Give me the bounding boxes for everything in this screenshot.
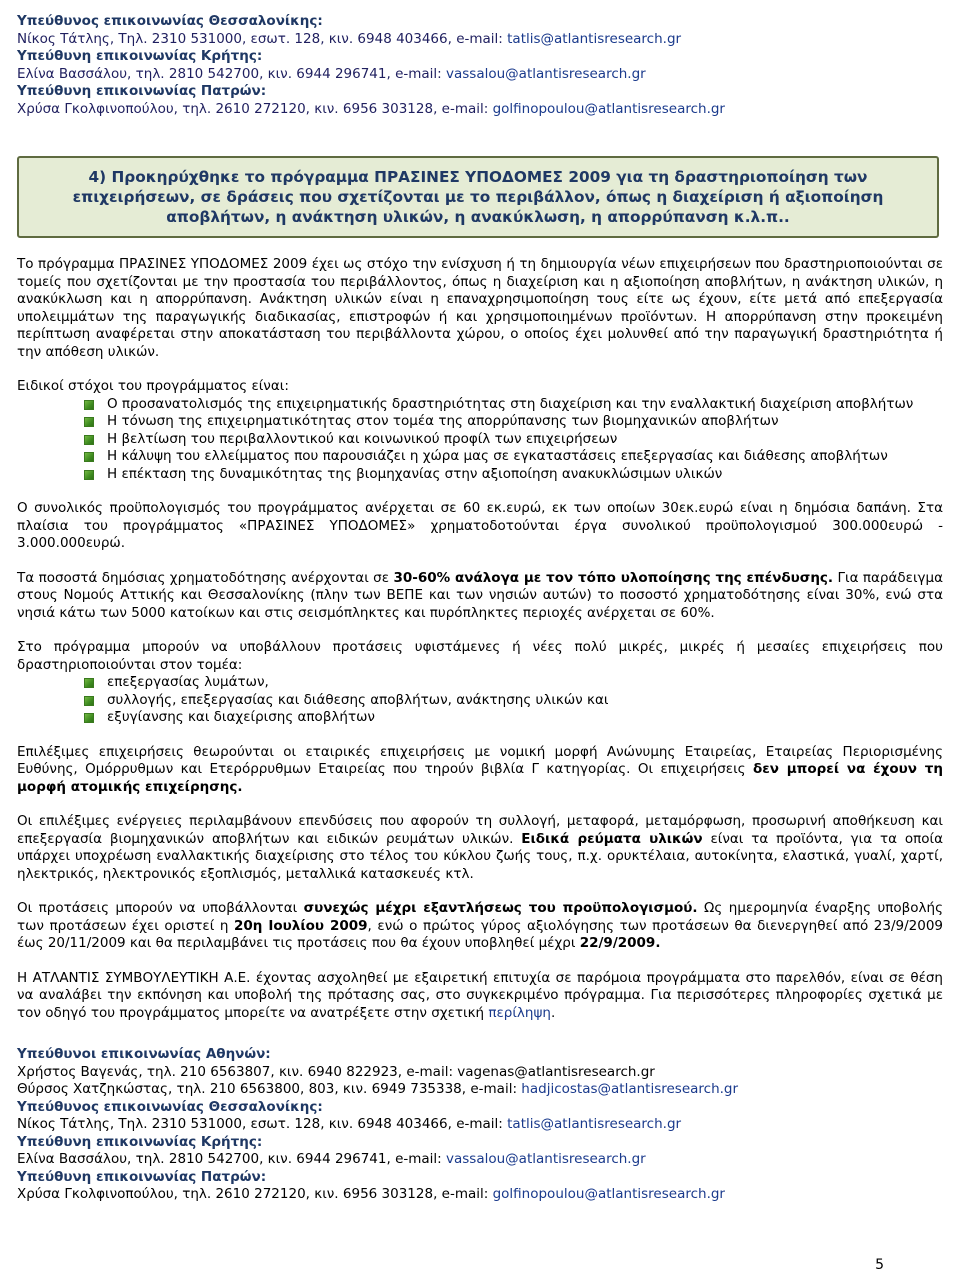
- list-item: εξυγίανσης και διαχείρισης αποβλήτων: [17, 709, 943, 727]
- contact-header: Υπεύθυνη επικοινωνίας Πατρών:: [17, 1168, 267, 1185]
- article-body: [17, 256, 943, 1039]
- contact-header: Υπεύθυνη επικοινωνίας Πατρών:: [17, 83, 267, 99]
- eligible-paragraph: Επιλέξιμες επιχειρήσεις θεωρούνται οι εταιρικές επιχειρήσεις με νομική μορφή Ανώνυμης Εταιρείας, Εταιρείας Περιορισμένης Ευθύνης, Ομόρρυθμων και Ετερόρρυθμων Εταιρείας που τηρούν βιβλία Γ κατηγορίας. Οι επιχειρήσεις δεν μπορεί να έχουν τη μορφή ατομικής επιχείρησης.: [17, 743, 943, 795]
- bottom-contacts: [17, 1046, 943, 1204]
- top-contacts: [17, 13, 943, 118]
- sectors-intro: Στο πρόγραμμα μπορούν να υποβάλλουν προτάσεις υφιστάμενες ή νέες πολύ μικρές, μικρές ή μεσαίες επιχειρήσεις που δραστηριοποιούνται στον τομέα:: [17, 639, 943, 673]
- contact-header: Υπεύθυνοι επικοινωνίας Αθηνών:: [17, 1046, 271, 1062]
- contact-header: Υπεύθυνος επικοινωνίας Θεσσαλονίκης:: [17, 1098, 323, 1115]
- email-link[interactable]: tatlis@atlantisresearch.gr: [507, 30, 682, 47]
- funding-paragraph: Τα ποσοστά δημόσιας χρηματοδότησης ανέρχονται σε 30-60% ανάλογα με τον τόπο υλοποίησης της επένδυσης. Για παράδειγμα στους Νομούς Αττικής και Θεσσαλονίκης (πλην των ΒΕΠΕ και των νησιών αυτών) το ποσοστό χρηματοδότησης είναι 30%, ενώ στα νησιά κάτω των 5000 κατοίκων και στις σεισμόπληκτες και πυρόπληκτες περιοχές ανέρχεται σε 60%.: [17, 569, 943, 621]
- contact-line: Ελίνα Βασσάλου, τηλ. 2810 542700, κιν. 6944 296741, e-mail: vassalou@atlantisresearch.gr: [17, 1151, 646, 1167]
- email-link[interactable]: vassalou@atlantisresearch.gr: [446, 1151, 646, 1167]
- budget-paragraph: Ο συνολικός προϋπολογισμός του προγράμματος ανέρχεται σε 60 εκ.ευρώ, εκ των οποίων 30εκ.ευρώ είναι η δημόσια δαπάνη. Στα πλαίσια του προγράμματος «ΠΡΑΣΙΝΕΣ ΥΠΟΔΟΜΕΣ» χρηματοδοτούνται έργα συνολικού προϋπολογισμού 300.000ευρώ - 3.000.000ευρώ.: [17, 500, 943, 551]
- section-heading-banner: 4) Προκηρύχθηκε το πρόγραμμα ΠΡΑΣΙΝΕΣ ΥΠΟΔΟΜΕΣ 2009 για τη δραστηριοποίηση των επιχειρήσεων, σε δράσεις που σχετίζονται με το περιβάλλον, όπως η διαχείριση ή αξιοποίηση αποβλήτων, η ανάκτηση υλικών, η ανακύκλωση, η απορρύπανση κ.λ.π..: [17, 156, 939, 238]
- email-link[interactable]: tatlis@atlantisresearch.gr: [507, 1116, 682, 1132]
- intro-paragraph: Το πρόγραμμα ΠΡΑΣΙΝΕΣ ΥΠΟΔΟΜΕΣ 2009 έχει ως στόχο την ενίσχυση ή τη δημιουργία νέων επιχειρήσεων που δραστηριοποιούνται σε τομείς που σχετίζονται με την προστασία του περιβάλλοντος, όπως η διαχείριση και η αξιοποίηση αποβλήτων, η ανάκτηση υλικών, η ανακύκλωση και η απορρύπανση. Ανάκτηση υλικών είναι η επαναχρησιμοποίηση τους είτε ως έχουν, είτε μετά από επεξεργασία υπολειμμάτων της παραγωγικής διαδικασίας, επιστροφών ή και χρησιμοποιημένων προϊόντων. Η απορρύπανση στην προκειμένη περίπτωση αναφέρεται στην αποκατάσταση του περιβάλλοντα χώρου, ο οποίος έχει μολυνθεί από την παραγωγική δραστηριότητα ή την απόθεση υλικών.: [17, 256, 943, 360]
- list-item: Η κάλυψη του ελλείμματος που παρουσιάζει η χώρα μας σε εγκαταστάσεις επεξεργασίας και διάθεσης αποβλήτων: [17, 448, 943, 466]
- submission-paragraph: Οι προτάσεις μπορούν να υποβάλλονται συνεχώς μέχρι εξαντλήσεως του προϋπολογισμού. Ως ημερομηνία έναρξης υποβολής των προτάσεων έχει οριστεί η 20η Ιουλίου 2009, ενώ ο πρώτος γύρος αξιολόγησης των προτάσεων θα διενεργηθεί από 23/9/2009 έως 20/11/2009 και θα περιλαμβάνει τις προτάσεις που θα έχουν υποβληθεί μέχρι 22/9/2009.: [17, 900, 944, 951]
- contact-line: Ελίνα Βασσάλου, τηλ. 2810 542700, κιν. 6944 296741, e-mail: vassalou@atlantisresearch.gr: [17, 65, 646, 82]
- summary-link[interactable]: περίληψη: [488, 1004, 551, 1021]
- list-item: επεξεργασίας λυμάτων,: [17, 674, 943, 692]
- email-link[interactable]: golfinopoulou@atlantisresearch.gr: [492, 100, 725, 117]
- list-item: Ο προσανατολισμός της επιχειρηματικής δραστηριότητας στη διαχείριση και την εναλλακτική διαχείριση αποβλήτων: [17, 396, 943, 414]
- list-item: Η τόνωση της επιχειρηματικότητας στον τομέα της απορρύπανσης των βιομηχανικών αποβλήτων: [17, 413, 943, 431]
- contact-header: Υπεύθυνος επικοινωνίας Θεσσαλονίκης:: [17, 13, 323, 29]
- contact-line: Νίκος Τάτλης, Τηλ. 2310 531000, εσωτ. 128, κιν. 6948 403466, e-mail: tatlis@atlantisresearch.gr: [17, 1116, 682, 1132]
- email-link[interactable]: hadjicostas@atlantisresearch.gr: [521, 1081, 739, 1097]
- contact-line: Νίκος Τάτλης, Τηλ. 2310 531000, εσωτ. 128, κιν. 6948 403466, e-mail: tatlis@atlantisresearch.gr: [17, 30, 682, 47]
- atlantis-paragraph: Η ΑΤΛΑΝΤΙΣ ΣΥΜΒΟΥΛΕΥΤΙΚΗ Α.Ε. έχοντας ασχοληθεί με εξαιρετική επιτυχία σε παρόμοια προγράμματα στο παρελθόν, είναι σε θέση να αναλάβει την εκπόνηση και υποβολή της πρότασης σας, στο συγκεκριμένο πρόγραμμα. Για περισσότερες πληροφορίες σχετικά με τον οδηγό του προγράμματος μπορείτε να ανατρέξετε στην σχετική περίληψη.: [17, 969, 943, 1021]
- list-item: Η επέκταση της δυναμικότητας της βιομηχανίας στην αξιοποίηση ανακυκλώσιμων υλικών: [17, 466, 943, 484]
- list-item: Η βελτίωση του περιβαλλοντικού και κοινωνικού προφίλ των επιχειρήσεων: [17, 431, 943, 449]
- contact-line: Χρύσα Γκολφινοπούλου, τηλ. 2610 272120, κιν. 6956 303128, e-mail: golfinopoulou@atlantisresearch.gr: [17, 100, 725, 117]
- contact-line: Χρήστος Βαγενάς, τηλ. 210 6563807, κιν. 6940 822923, e-mail: vagenas@atlantisresearch.gr: [17, 1063, 655, 1080]
- email-link[interactable]: vassalou@atlantisresearch.gr: [446, 65, 646, 82]
- contact-header: Υπεύθυνη επικοινωνίας Κρήτης:: [17, 48, 263, 64]
- goals-list: [17, 396, 943, 484]
- list-item: συλλογής, επεξεργασίας και διάθεσης αποβλήτων, ανάκτησης υλικών και: [17, 692, 943, 710]
- goals-intro: Ειδικοί στόχοι του προγράμματος είναι:: [17, 378, 289, 394]
- sectors-list: [17, 674, 943, 727]
- email-link[interactable]: golfinopoulou@atlantisresearch.gr: [492, 1186, 725, 1202]
- contact-header: Υπεύθυνη επικοινωνίας Κρήτης:: [17, 1133, 263, 1150]
- activities-paragraph: Οι επιλέξιμες ενέργειες περιλαμβάνουν επενδύσεις που αφορούν τη συλλογή, μεταφορά, μεταμόρφωση, προσωρινή αποθήκευση και επεξεργασία βιομηχανικών αποβλήτων και ειδικών ρευμάτων υλικών. Ειδικά ρεύματα υλικών είναι τα προϊόντα, για τα οποία υπάρχει υποχρέωση εναλλακτικής διαχείρισης στο τέλος του κύκλου ζωής τους, π.χ. ορυκτέλαια, αυτοκίνητα, ελαστικά, γυαλί, χαρτί, ηλεκτρικός, ηλεκτρονικός εξοπλισμός, μεταλλικά κατασκευές κτλ.: [17, 813, 943, 882]
- contact-line: Θύρσος Χατζηκώστας, τηλ. 210 6563800, 803, κιν. 6949 735338, e-mail: hadjicostas@atlantisresearch.gr: [17, 1081, 739, 1097]
- contact-line: Χρύσα Γκολφινοπούλου, τηλ. 2610 272120, κιν. 6956 303128, e-mail: golfinopoulou@atlantisresearch.gr: [17, 1186, 725, 1202]
- page-number: 5: [875, 1257, 884, 1273]
